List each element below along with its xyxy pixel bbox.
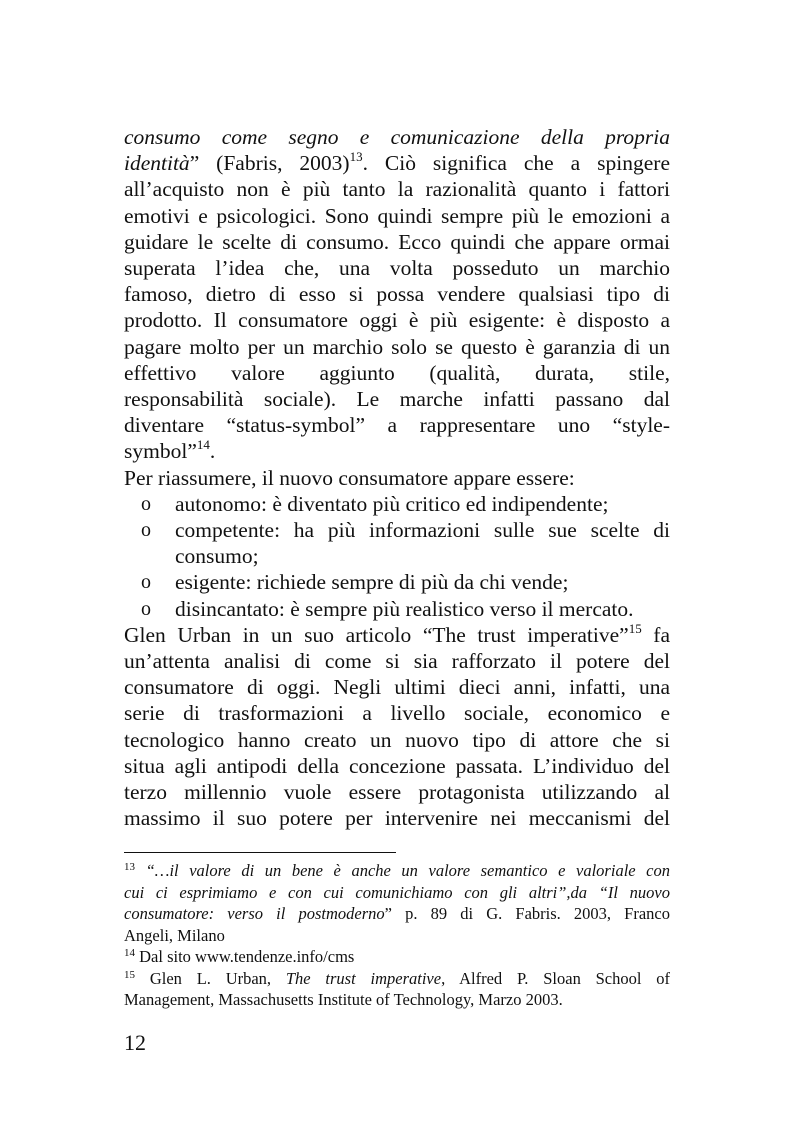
text-line: terzo millennio vuole essere protagonista utilizzando al bbox=[124, 780, 670, 805]
text-line: famoso, dietro di esso si possa vendere qualsiasi tipo di bbox=[124, 282, 670, 307]
footnotes bbox=[124, 860, 670, 1011]
text-line: pagare molto per un marchio solo se questo è garanzia di un bbox=[124, 334, 670, 359]
page-number: 12 bbox=[124, 1030, 146, 1055]
list-item: o competente: ha più informazioni sulle sue scelte di consumo; bbox=[141, 518, 670, 569]
footnote-14: $^{14}$ Dal sito www.tendenze.info/cms bbox=[124, 947, 355, 966]
text-line: symbol”$^{14}$. bbox=[124, 437, 216, 464]
text-line: situa agli antipodi della concezione passata. L’individuo del bbox=[124, 753, 670, 778]
bullet-icon: o bbox=[141, 571, 151, 594]
text-line: un’attenta analisi di come si sia rafforzato il potere del bbox=[124, 649, 670, 674]
footnote-13: $^{13}$ “…il valore di un bene è anche un valore semantico e valoriale con bbox=[124, 861, 671, 880]
list-item: o esigente: richiede sempre di più da chi vende; bbox=[141, 570, 569, 595]
bullet-list bbox=[124, 491, 670, 622]
list-item: o autonomo: è diventato più critico ed indipendente; bbox=[141, 491, 609, 516]
footnote-15: $^{15}$ Glen L. Urban, The trust imperative, Alfred P. Sloan School of bbox=[124, 968, 671, 988]
footnote-ref[interactable]: 13 bbox=[349, 149, 363, 165]
text-line: prodotto. Il consumatore oggi è più esigente: è disposto a bbox=[124, 308, 670, 333]
footnote-separator bbox=[124, 852, 396, 853]
text-line: Glen Urban in un suo articolo “The trust imperative”$^{15}$ fa bbox=[124, 620, 670, 647]
text-line: massimo il suo potere per intervenire nei meccanismi del bbox=[124, 806, 670, 831]
text-line: responsabilità sociale). Le marche infatti passano dal bbox=[124, 387, 670, 412]
text-line: consumo come segno e comunicazione della propria bbox=[124, 125, 670, 149]
bullet-icon: o bbox=[141, 519, 151, 542]
footnote-ref[interactable]: 15 bbox=[628, 620, 642, 636]
bullet-icon: o bbox=[141, 492, 151, 515]
text-line: tecnologico hanno creato un nuovo tipo di attore che si bbox=[124, 727, 670, 752]
list-item: o disincantato: è sempre più realistico verso il mercato. bbox=[141, 596, 634, 621]
text-line: guidare le scelte di consumo. Ecco quindi che appare ormai bbox=[124, 229, 670, 254]
text-line: superata l’idea che, una volta posseduto un marchio bbox=[124, 256, 670, 281]
footnote-line: Angeli, Milano bbox=[124, 925, 225, 945]
footnote-ref[interactable]: 14 bbox=[196, 437, 210, 453]
text-line: identità” (Fabris, 2003)$^{13}$. Ciò significa che a spingere bbox=[124, 149, 670, 176]
text-line: serie di trasformazioni a livello sociale, economico e bbox=[124, 701, 670, 726]
footnote-line: consumatore: verso il postmoderno” p. 89 di G. Fabris. 2003, Franco bbox=[124, 904, 670, 923]
text-line: emotivi e psicologici. Sono quindi sempre più le emozioni a bbox=[124, 203, 670, 228]
bullet-icon: o bbox=[141, 597, 151, 620]
text-line: effettivo valore aggiunto (qualità, durata, stile, bbox=[124, 360, 670, 385]
list-intro: Per riassumere, il nuovo consumatore appare essere: bbox=[124, 465, 575, 490]
text-line: diventare “status-symbol” a rappresentare uno “style- bbox=[124, 413, 670, 438]
footnote-line: cui ci esprimiamo e con cui comunichiamo con gli altri”,da “Il nuovo bbox=[124, 882, 670, 902]
body-text bbox=[124, 124, 670, 831]
text-line: consumatore di oggi. Negli ultimi dieci anni, infatti, una bbox=[124, 675, 670, 700]
footnote-line: Management, Massachusetts Institute of Technology, Marzo 2003. bbox=[124, 990, 563, 1009]
text-line: all’acquisto non è più tanto la razionalità quanto i fattori bbox=[124, 177, 670, 202]
